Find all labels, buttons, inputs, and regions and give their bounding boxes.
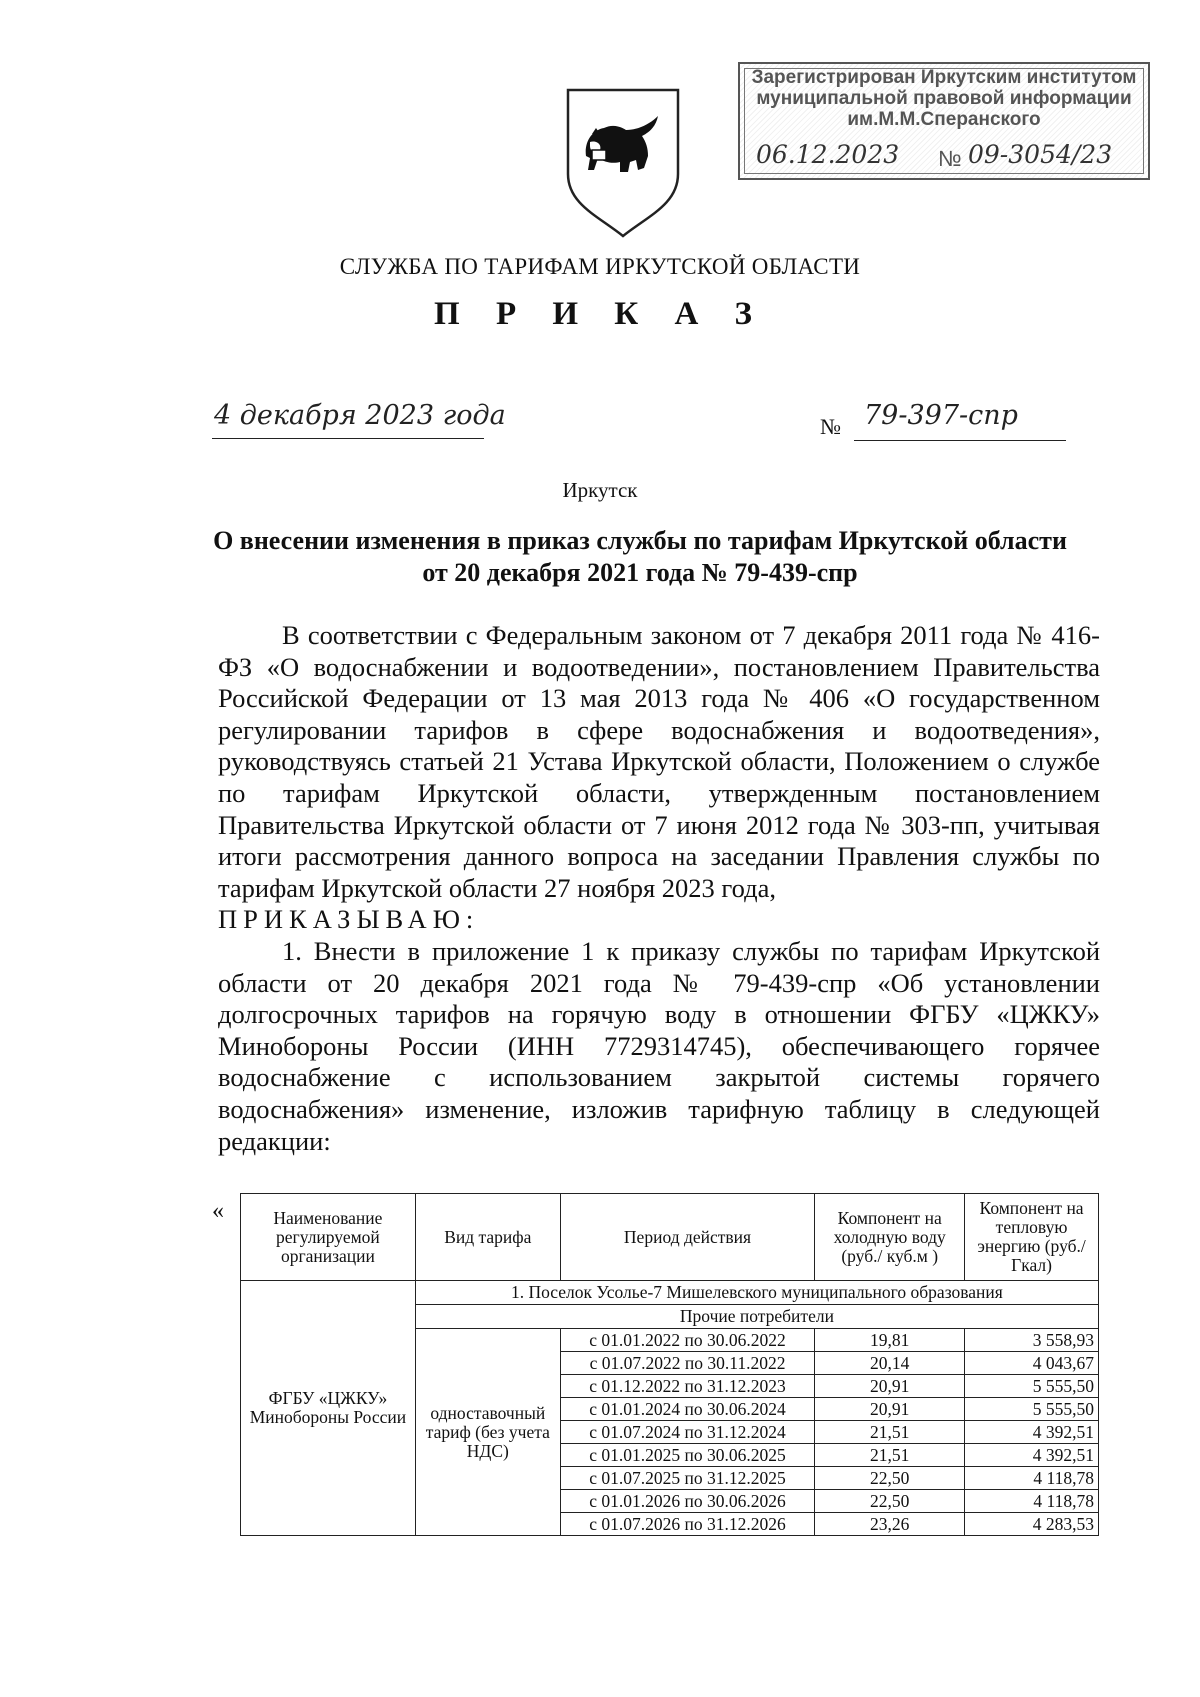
order-number-sign: №: [820, 414, 841, 439]
table-cell-period: с 01.01.2024 по 30.06.2024: [560, 1398, 815, 1421]
table-cell-period: с 01.07.2026 по 31.12.2026: [560, 1513, 815, 1536]
table-cell-cold: 22,50: [815, 1490, 965, 1513]
date-underline: [212, 438, 484, 439]
table-header-tariff-type: Вид тарифа: [415, 1194, 560, 1281]
order-number: 79-397-спр: [864, 400, 1018, 431]
table-tariff-type-cell: одноставочный тариф (без учета НДС): [415, 1329, 560, 1536]
coat-of-arms-icon: [562, 86, 684, 238]
table-cell-period: с 01.01.2022 по 30.06.2022: [560, 1329, 815, 1352]
tariff-table: [240, 1193, 1099, 1536]
table-cell-heat: 4 283,53: [965, 1513, 1099, 1536]
stamp-line-2: муниципальной правовой информации: [756, 88, 1132, 109]
order-body: [218, 620, 1100, 1157]
table-header-organization: Наименование регулируемой организации: [241, 1194, 416, 1281]
table-cell-period: с 01.01.2025 по 30.06.2025: [560, 1444, 815, 1467]
table-header-period: Период действия: [560, 1194, 815, 1281]
stamp-date: 06.12.2023: [756, 140, 900, 169]
stamp-line-1: Зарегистрирован Иркутским институтом: [751, 67, 1137, 88]
table-subsection-cell: Прочие потребители: [415, 1305, 1098, 1329]
table-header-row: [241, 1194, 1099, 1281]
body-paragraph-preamble: В соответствии с Федеральным законом от 7 декабря 2011 года № 416-ФЗ «О водоснабжении и водоотведении», постановлением Правительства Российской Федерации от 13 мая 2013 года № 406 «О государственном регулировании тарифов в сфере водоснабжения и водоотведения», руководствуясь статьей 21 Устава Иркутской области, Положением о службе по тарифам Иркутской области, утвержденным постановлением Правительства Иркутской области от 7 июня 2012 года № 303-пп, учитывая итоги рассмотрения данного вопроса на заседании Правления службы по тарифам Иркутской области 27 ноября 2023 года,: [218, 620, 1100, 903]
table-cell-heat: 3 558,93: [965, 1329, 1099, 1352]
registration-stamp: [738, 62, 1150, 180]
table-cell-cold: 21,51: [815, 1444, 965, 1467]
order-subject: [190, 525, 1090, 589]
table-section-cell: 1. Поселок Усолье-7 Мишелевского муниципального образования: [415, 1281, 1098, 1305]
table-cell-cold: 20,91: [815, 1375, 965, 1398]
table-cell-heat: 4 043,67: [965, 1352, 1099, 1375]
table-cell-period: с 01.12.2022 по 31.12.2023: [560, 1375, 815, 1398]
table-cell-cold: 20,91: [815, 1398, 965, 1421]
table-header-heat-energy: Компонент на тепловую энергию (руб./Гкал): [965, 1194, 1099, 1281]
stamp-number-label: №: [938, 146, 962, 171]
table-header-cold-water: Компонент на холодную воду (руб./ куб.м ): [815, 1194, 965, 1281]
table-cell-period: с 01.01.2026 по 30.06.2026: [560, 1490, 815, 1513]
table-organization-cell: ФГБУ «ЦЖКУ» Минобороны России: [241, 1281, 416, 1536]
table-cell-heat: 5 555,50: [965, 1375, 1099, 1398]
agency-name: СЛУЖБА ПО ТАРИФАМ ИРКУТСКОЙ ОБЛАСТИ: [339, 254, 861, 279]
table-cell-heat: 4 392,51: [965, 1444, 1099, 1467]
subject-line-2: от 20 декабря 2021 года № 79-439-спр: [422, 558, 858, 587]
stamp-registration-row: [740, 138, 1148, 172]
table-cell-cold: 22,50: [815, 1467, 965, 1490]
table-cell-period: с 01.07.2022 по 30.11.2022: [560, 1352, 815, 1375]
body-paragraph-item-1: 1. Внести в приложение 1 к приказу службы по тарифам Иркутской области от 20 декабря 2021 года № 79-439-спр «Об установлении долгосрочных тарифов на горячую воду в отношении ФГБУ «ЦЖКУ» Минобороны России (ИНН 7729314745), обеспечивающего горячее водоснабжение с использованием закрытой системы горячего водоснабжения» изменение, изложив тарифную таблицу в следующей редакции:: [218, 935, 1100, 1156]
table-cell-period: с 01.07.2025 по 31.12.2025: [560, 1467, 815, 1490]
stamp-number: 09-3054/23: [968, 140, 1113, 169]
table-cell-heat: 4 118,78: [965, 1467, 1099, 1490]
order-date: 4 декабря 2023 года: [214, 400, 506, 431]
table-cell-cold: 20,14: [815, 1352, 965, 1375]
stamp-line-3: им.М.М.Сперанского: [847, 109, 1041, 130]
table-cell-cold: 23,26: [815, 1513, 965, 1536]
table-cell-period: с 01.07.2024 по 31.12.2024: [560, 1421, 815, 1444]
body-orders: ПРИКАЗЫВАЮ:: [218, 904, 480, 935]
table-cell-cold: 19,81: [815, 1329, 965, 1352]
table-cell-heat: 4 392,51: [965, 1421, 1099, 1444]
table-cell-heat: 5 555,50: [965, 1398, 1099, 1421]
table-cell-cold: 21,51: [815, 1421, 965, 1444]
city: Иркутск: [562, 478, 638, 502]
open-quote: «: [212, 1198, 224, 1224]
table-section-row: [241, 1281, 1099, 1305]
subject-line-1: О внесении изменения в приказ службы по тарифам Иркутской области: [213, 526, 1067, 555]
page-title: П Р И К А З: [434, 296, 766, 332]
number-underline: [854, 440, 1066, 441]
table-cell-heat: 4 118,78: [965, 1490, 1099, 1513]
